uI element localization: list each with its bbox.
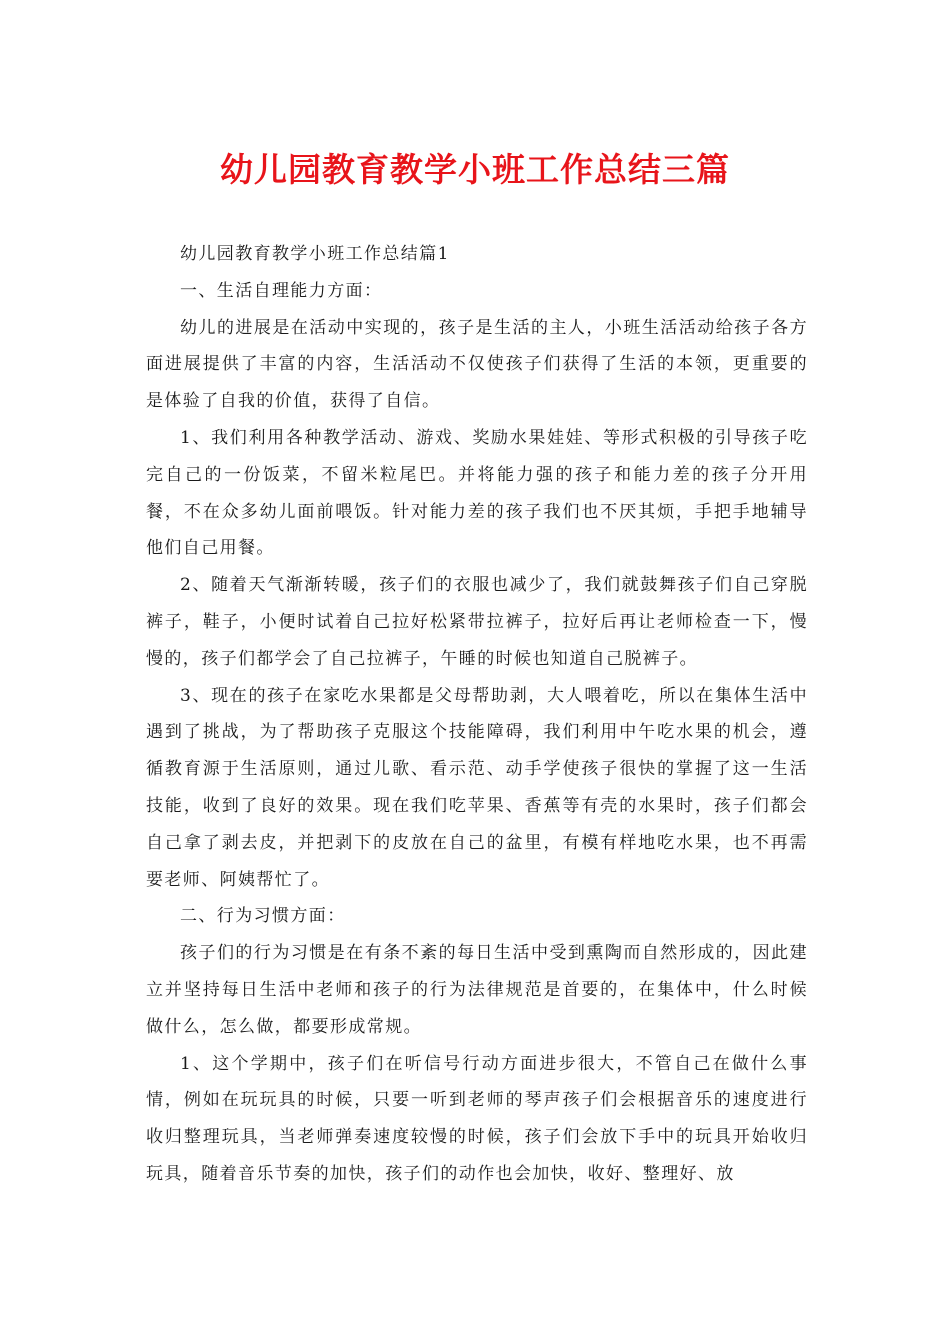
paragraph: 1、这个学期中，孩子们在听信号行动方面进步很大，不管自己在做什么事情，例如在玩玩具的时候，只要一听到老师的琴声孩子们会根据音乐的速度进行收归整理玩具，当老师弹奏速度较慢的时候，孩子们会放下手中的玩具开始收归玩具，随着音乐节奏的加快，孩子们的动作也会加快，收好、整理好、放 xyxy=(146,1053,808,1184)
document-title: 幼儿园教育教学小班工作总结三篇 xyxy=(220,150,730,189)
paragraph: 2、随着天气渐渐转暖，孩子们的衣服也减少了，我们就鼓舞孩子们自己穿脱裤子，鞋子，小便时试着自己拉好松紧带拉裤子，拉好后再让老师检查一下，慢慢的，孩子们都学会了自己拉裤子，午睡的时候也知道自己脱裤子。 xyxy=(146,575,808,669)
subheading-behavior-habits: 二、行为习惯方面： xyxy=(180,906,346,927)
paragraph: 幼儿的进展是在活动中实现的，孩子是生活的主人，小班生活活动给孩子各方面进展提供了丰富的内容，生活活动不仅使孩子们获得了生活的本领，更重要的是体验了自我的价值，获得了自信。 xyxy=(146,317,808,412)
subheading-self-care: 一、生活自理能力方面： xyxy=(180,280,383,301)
section-heading-part1: 幼儿园教育教学小班工作总结篇1 xyxy=(180,244,450,264)
document-body xyxy=(146,236,808,1193)
paragraph: 1、我们利用各种教学活动、游戏、奖励水果娃娃、等形式积极的引导孩子吃完自己的一份饭菜，不留米粒尾巴。并将能力强的孩子和能力差的孩子分开用餐，不在众多幼儿面前喂饭。针对能力差的孩子我们也不厌其烦，手把手地辅导他们自己用餐。 xyxy=(146,427,808,559)
paragraph: 孩子们的行为习惯是在有条不紊的每日生活中受到熏陶而自然形成的，因此建立并坚持每日生活中老师和孩子的行为法律规范是首要的，在集体中，什么时候做什么，怎么做，都要形成常规。 xyxy=(146,943,808,1037)
paragraph: 3、现在的孩子在家吃水果都是父母帮助剥，大人喂着吃，所以在集体生活中遇到了挑战，为了帮助孩子克服这个技能障碍，我们利用中午吃水果的机会，遵循教育源于生活原则，通过儿歌、看示范、动手学使孩子很快的掌握了这一生活技能，收到了良好的效果。现在我们吃苹果、香蕉等有壳的水果时，孩子们都会自己拿了剥去皮，并把剥下的皮放在自己的盆里，有模有样地吃水果，也不再需要老师、阿姨帮忙了。 xyxy=(146,685,808,890)
